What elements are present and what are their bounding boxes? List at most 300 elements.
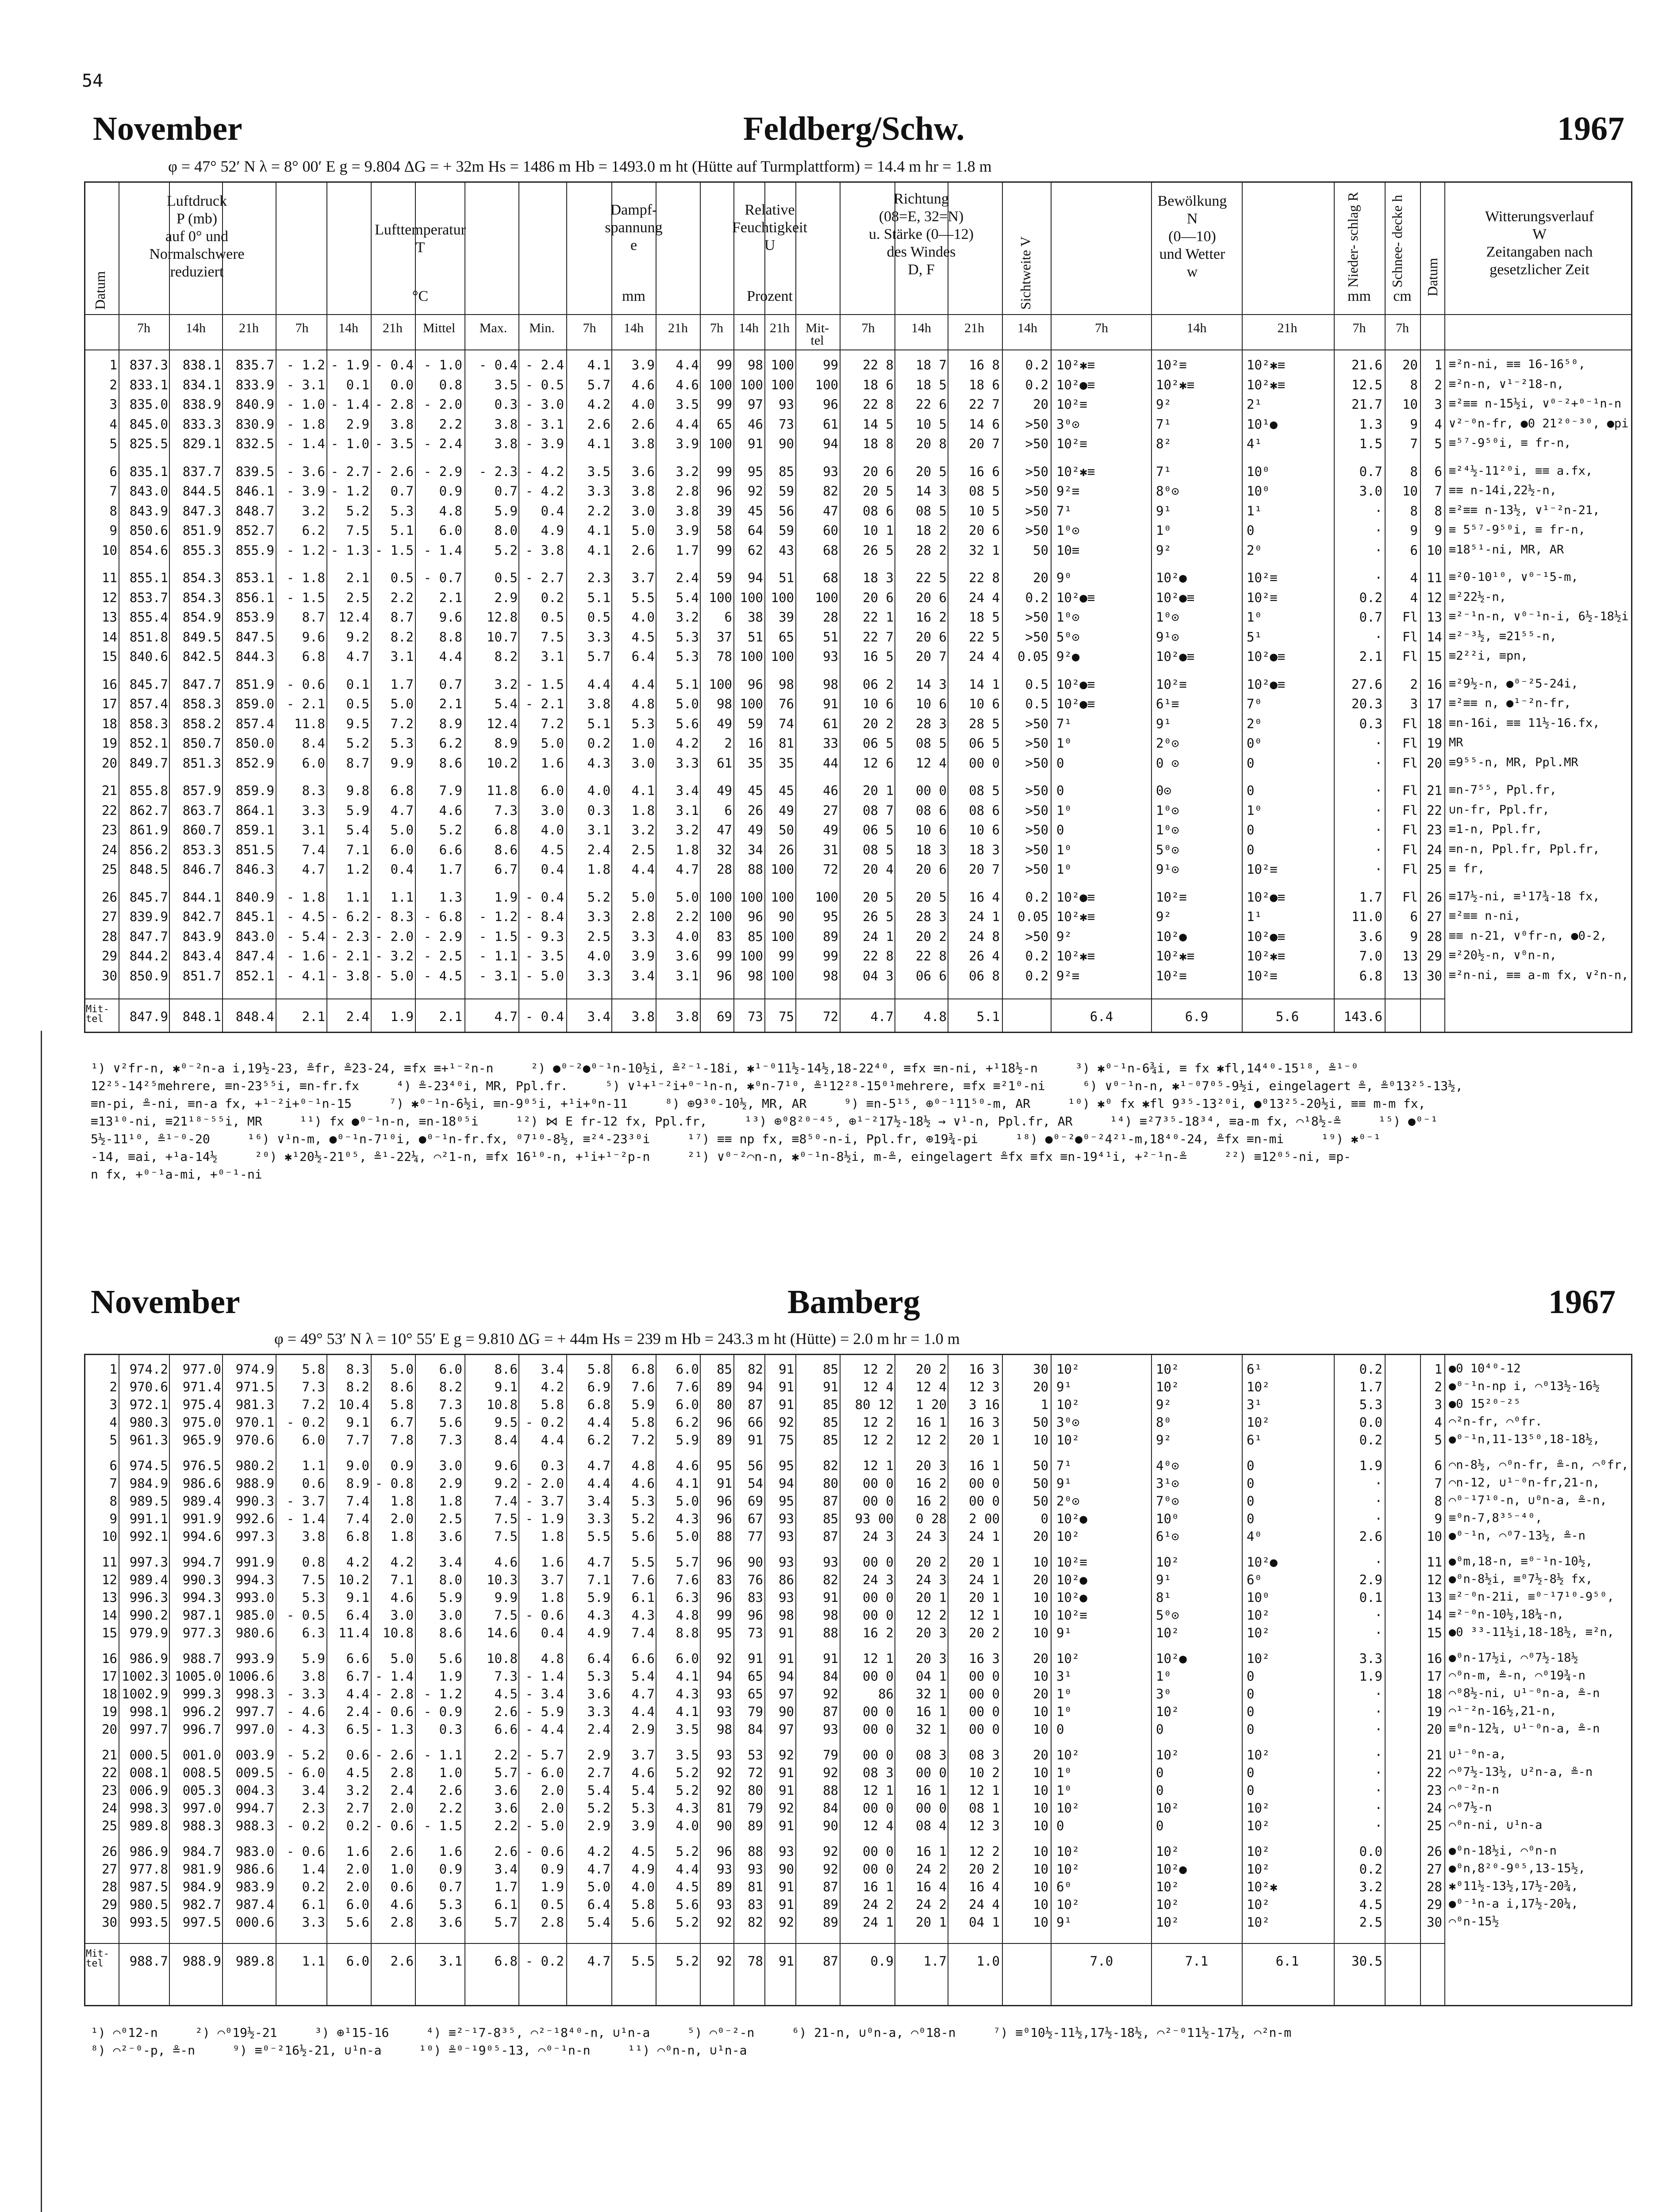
- table-cell: 10²●≡: [1056, 377, 1095, 392]
- table-cell: 90: [717, 1818, 732, 1833]
- mittel-cell: 988.9: [182, 1954, 221, 1969]
- table-cell: - 8.3: [375, 909, 414, 924]
- table-cell: 18 5: [916, 377, 947, 392]
- table-cell: 9¹: [1056, 1476, 1072, 1491]
- table-cell: - 0.8: [375, 1476, 414, 1491]
- table-cell: 08 6: [863, 503, 894, 518]
- table-cell: - 0.9: [423, 1704, 462, 1719]
- table-cell: 6¹: [1247, 1432, 1262, 1448]
- table-cell: 91: [779, 1625, 794, 1640]
- table-cell: 97: [779, 1686, 794, 1701]
- mittel-cell: 3.8: [676, 1009, 699, 1024]
- header-dampf: Dampf- spannung e: [605, 202, 663, 253]
- table-cell: 12: [102, 590, 117, 605]
- table-cell: 18: [102, 1686, 117, 1701]
- table-cell: 851.8: [129, 629, 168, 645]
- table-cell: 0.2: [1025, 377, 1048, 392]
- table-cell: - 2.0: [423, 397, 462, 412]
- table-cell: 5.1: [587, 590, 610, 605]
- table-cell: 857.4: [129, 696, 168, 711]
- mittel-cell: 2.4: [346, 1009, 369, 1024]
- table-cell: 10²: [1056, 1362, 1080, 1377]
- table-cell: 4.3: [676, 1511, 699, 1526]
- table-cell: 8.2: [346, 1379, 369, 1394]
- table-cell: 0.3: [1359, 716, 1382, 731]
- table-cell-weather: ⌒²n-fr, ⌒⁰fr.: [1449, 1415, 1543, 1429]
- table-cell: 5.3: [587, 1669, 610, 1684]
- table-cell: 10 6: [916, 822, 947, 837]
- table-cell: 852.1: [129, 736, 168, 751]
- table-cell: 10²: [1247, 1915, 1270, 1930]
- table-cell: 10²●≡: [1247, 929, 1286, 944]
- table-cell: 0.2: [1359, 1432, 1382, 1448]
- table-cell: 1⁰: [1056, 1686, 1072, 1701]
- table-cell: 17: [102, 696, 117, 711]
- table-cell: 10²: [1247, 1897, 1270, 1912]
- table-cell: 2.8: [390, 1915, 414, 1930]
- table-cell: 10.8: [487, 1397, 518, 1412]
- table-cell: - 4.5: [423, 968, 462, 983]
- table-cell: 840.9: [235, 397, 274, 412]
- table-cell: 5.2: [587, 1801, 610, 1816]
- subheader-rule: [84, 314, 1632, 315]
- table-cell: 00 0: [969, 1704, 1000, 1719]
- table-cell: 984.9: [129, 1476, 168, 1491]
- table-cell: 8.7: [346, 755, 369, 771]
- table-cell: 12 4: [916, 755, 947, 771]
- table-cell: 12: [102, 1572, 117, 1587]
- table-cell: 0.5: [390, 570, 414, 585]
- table-cell: 32: [717, 842, 732, 857]
- table-cell: 22 1: [863, 610, 894, 625]
- table-cell: 6.0: [439, 523, 462, 538]
- table-cell: 8.3: [346, 1362, 369, 1377]
- table-cell: 1.7: [676, 542, 699, 558]
- table-cell: 6.9: [587, 1379, 610, 1394]
- table-cell: 29: [102, 1897, 117, 1912]
- table-cell: 989.5: [129, 1494, 168, 1509]
- table-cell: 3.7: [631, 1747, 655, 1763]
- table-cell: 6.0: [676, 1397, 699, 1412]
- subheader-cell: 21h: [668, 321, 688, 335]
- table-row: [84, 1651, 1632, 1668]
- table-cell: 12 2: [863, 1415, 894, 1430]
- table-cell: 3.0: [1359, 484, 1382, 499]
- table-cell: 99: [717, 1608, 732, 1623]
- table-cell: 5.8: [390, 1397, 414, 1412]
- table-cell: 2.9: [494, 590, 518, 605]
- table-cell: ·: [1374, 1722, 1382, 1737]
- table-cell: 1⁰⊙: [1056, 610, 1080, 625]
- table-cell: 84: [823, 1801, 838, 1816]
- table-cell: 2.0: [541, 1783, 564, 1798]
- table-cell: - 2.9: [423, 929, 462, 944]
- table-cell: 20: [1033, 1686, 1048, 1701]
- table-cell: 8: [109, 1494, 117, 1509]
- table-cell-weather: MR: [1449, 736, 1463, 749]
- table-cell: 12 3: [969, 1818, 1000, 1833]
- table-cell: 3.1: [676, 968, 699, 983]
- table-cell: Fl: [1402, 889, 1418, 905]
- table-cell-datum2: 8: [1434, 503, 1442, 518]
- table-cell: 10²≡: [1156, 676, 1187, 692]
- table-cell-datum2: 1: [1434, 357, 1442, 373]
- table-cell: 3.8: [631, 484, 655, 499]
- table-cell: 7.3: [302, 1379, 325, 1394]
- table-cell: 12 3: [969, 1379, 1000, 1394]
- table-cell: 20: [1033, 1747, 1048, 1763]
- table-cell: 2.5: [631, 842, 655, 857]
- table-cell: 10.8: [487, 1651, 518, 1666]
- table-cell: 68: [823, 570, 838, 585]
- table-cell: 5.6: [631, 1915, 655, 1930]
- table-cell: 10²: [1056, 1432, 1080, 1448]
- table-cell: 11: [102, 1555, 117, 1570]
- table-cell: 0: [1156, 1783, 1164, 1798]
- subheader-cell: 21h: [964, 321, 984, 335]
- table-cell: 26: [102, 889, 117, 905]
- table-cell: 4¹: [1247, 436, 1262, 451]
- table-cell: 977.3: [182, 1625, 221, 1640]
- table-row: [84, 1625, 1632, 1642]
- table-cell: ·: [1374, 1747, 1382, 1763]
- table-cell: 32 1: [916, 1686, 947, 1701]
- table-cell: 0.6: [346, 1747, 369, 1763]
- table-cell: 98: [823, 968, 838, 983]
- table-cell: 4.3: [676, 1686, 699, 1701]
- table-cell: 10²✱≡: [1247, 949, 1286, 964]
- table-cell: >50: [1025, 755, 1048, 771]
- table-row: [84, 909, 1632, 926]
- mittel-cell: 6.9: [1185, 1009, 1209, 1024]
- header-feuchte: Relative Feuchtigkeit U: [732, 202, 807, 253]
- table-cell: 37: [717, 629, 732, 645]
- table-cell: 68: [823, 542, 838, 558]
- table-cell: 10²: [1156, 1362, 1179, 1377]
- table-cell: 1⁰: [1247, 610, 1262, 625]
- top-data-table: [84, 181, 1632, 1033]
- table-cell-weather: ≡²20½-n, ∨⁰n-n,: [1449, 949, 1557, 962]
- table-row: [84, 1747, 1632, 1764]
- table-cell: 91: [823, 696, 838, 711]
- table-cell: 1.1: [390, 889, 414, 905]
- table-cell: 4: [1410, 590, 1418, 605]
- table-cell: 100: [740, 649, 763, 664]
- table-cell-weather: ≡2²²i, ≡pn,: [1449, 649, 1528, 663]
- table-cell: 6.0: [541, 783, 564, 798]
- table-cell: - 6.0: [286, 1765, 325, 1780]
- table-cell: 46: [823, 783, 838, 798]
- table-cell-datum2: 11: [1427, 1555, 1442, 1570]
- subheader-cell: 14h: [338, 321, 358, 335]
- table-cell: 5.0: [587, 1879, 610, 1894]
- table-cell: 0: [1247, 755, 1255, 771]
- table-cell-weather: ≡⁰n-7,8³⁵⁻⁴⁰,: [1449, 1511, 1543, 1525]
- table-cell: 860.7: [182, 822, 221, 837]
- table-cell: 100: [740, 590, 763, 605]
- table-cell: 7.5: [541, 629, 564, 645]
- table-cell: 90: [779, 436, 794, 451]
- table-cell: 12 2: [863, 1362, 894, 1377]
- table-cell: - 3.9: [286, 484, 325, 499]
- subheader-cell: 21h: [383, 321, 403, 335]
- table-cell-datum2: 9: [1434, 1511, 1442, 1526]
- table-cell: 9.1: [346, 1415, 369, 1430]
- table-cell: 986.6: [235, 1862, 274, 1877]
- table-cell: 3⁰⊙: [1056, 416, 1080, 432]
- table-cell: 16 2: [863, 1625, 894, 1640]
- table-cell: - 4.5: [286, 909, 325, 924]
- table-cell: 00 0: [863, 1669, 894, 1684]
- table-cell: 10²: [1156, 1379, 1179, 1394]
- table-cell: 5.4: [631, 1669, 655, 1684]
- mittel-cell: 2.1: [439, 1009, 462, 1024]
- table-cell: 7: [1410, 436, 1418, 451]
- table-cell: 59: [717, 570, 732, 585]
- mittel-cell: 75: [779, 1009, 794, 1024]
- table-cell: 10²≡: [1247, 968, 1278, 983]
- table-cell: 0: [1156, 1722, 1164, 1737]
- table-cell-datum2: 18: [1427, 1686, 1442, 1701]
- table-cell: 4.3: [587, 755, 610, 771]
- table-cell: 9.6: [302, 629, 325, 645]
- table-cell: 27: [823, 803, 838, 818]
- table-cell: 13: [1402, 949, 1418, 964]
- table-cell: - 1.2: [479, 909, 518, 924]
- table-cell: 12 2: [916, 1608, 947, 1623]
- table-cell: 20: [1033, 570, 1048, 585]
- table-cell: 8.9: [439, 716, 462, 731]
- table-cell: 3.1: [390, 649, 414, 664]
- table-cell: 837.7: [182, 464, 221, 479]
- table-cell: 6.3: [676, 1590, 699, 1605]
- table-cell: 3: [109, 1397, 117, 1412]
- table-cell: 8.0: [494, 523, 518, 538]
- table-cell: 975.4: [182, 1397, 221, 1412]
- table-cell: 5.3: [439, 1897, 462, 1912]
- table-cell: - 4.2: [525, 464, 564, 479]
- table-cell: 9¹⊙: [1156, 629, 1179, 645]
- table-cell: 18: [102, 716, 117, 731]
- table-cell: 3.1: [541, 649, 564, 664]
- table-cell: 12 4: [916, 1379, 947, 1394]
- table-cell-weather: ●⁰⁻¹n, ⌒⁰7-13½, ≗-n: [1449, 1529, 1585, 1543]
- table-cell: 50: [1033, 1458, 1048, 1473]
- table-cell: >50: [1025, 803, 1048, 818]
- table-cell: 6.8: [494, 822, 518, 837]
- table-cell: 4.4: [587, 676, 610, 692]
- table-cell: - 5.0: [525, 1818, 564, 1833]
- table-cell: 971.5: [235, 1379, 274, 1394]
- table-cell: 854.6: [129, 542, 168, 558]
- table-cell: 2.4: [587, 1722, 610, 1737]
- table-cell: >50: [1025, 503, 1048, 518]
- table-cell: 4.7: [587, 1555, 610, 1570]
- table-cell: 80: [717, 1397, 732, 1412]
- table-cell: 76: [779, 696, 794, 711]
- table-cell: 93: [717, 1862, 732, 1877]
- table-cell: 10²: [1247, 1379, 1270, 1394]
- table-row: [84, 1415, 1632, 1432]
- table-cell: 9²≡: [1056, 484, 1080, 499]
- table-cell: ·: [1374, 736, 1382, 751]
- table-cell-weather: ≡²9½-n, ●⁰⁻²5-24i,: [1449, 676, 1578, 691]
- table-cell: 005.3: [182, 1783, 221, 1798]
- table-cell: 5.0: [390, 1651, 414, 1666]
- table-cell: 11.0: [1351, 909, 1382, 924]
- table-cell: 842.5: [182, 649, 221, 664]
- table-cell: 24 1: [969, 909, 1000, 924]
- table-cell: 3.8: [302, 1669, 325, 1684]
- table-cell: 10²●: [1056, 1590, 1087, 1605]
- table-cell: 852.7: [235, 523, 274, 538]
- table-cell: 15: [102, 649, 117, 664]
- table-cell: 979.9: [129, 1625, 168, 1640]
- table-cell: 1: [109, 1362, 117, 1377]
- table-cell: - 0.2: [525, 1415, 564, 1430]
- table-cell: 3.5: [494, 377, 518, 392]
- table-cell-weather: ≡n-7⁵⁵, Ppl.fr,: [1449, 783, 1557, 797]
- header-wind: Richtung (08=E, 32=N) u. Stärke (0—12) des Windes D, F: [868, 191, 974, 278]
- table-cell: 852.1: [235, 968, 274, 983]
- table-cell-weather: ⌒⁰⁻¹7¹⁰-n, ∪⁰n-a, ≗-n,: [1449, 1494, 1607, 1507]
- table-cell: 4.5: [631, 629, 655, 645]
- table-cell: - 0.4: [525, 889, 564, 905]
- table-cell: 89: [717, 1879, 732, 1894]
- table-cell: 16 2: [916, 1494, 947, 1509]
- table-cell: - 1.8: [286, 889, 325, 905]
- table-cell: - 3.7: [286, 1494, 325, 1509]
- table-cell: 06 2: [863, 676, 894, 692]
- mittel-cell: 4.7: [587, 1954, 610, 1969]
- table-cell-datum2: 18: [1427, 716, 1442, 731]
- table-cell: 3.8: [587, 696, 610, 711]
- table-cell: 8.6: [494, 842, 518, 857]
- table-cell: 3.5: [676, 397, 699, 412]
- table-cell: 86: [878, 1686, 894, 1701]
- table-cell-weather: ●0 10⁴⁰-12: [1449, 1362, 1521, 1375]
- table-cell: 1.9: [494, 889, 518, 905]
- table-cell-weather: ≡²⁻³½, ≡21⁵⁵-n,: [1449, 629, 1557, 643]
- table-cell: 45: [779, 783, 794, 798]
- table-cell: 2.1: [346, 570, 369, 585]
- table-row: [84, 1686, 1632, 1703]
- table-cell: 5.6: [676, 1897, 699, 1912]
- table-cell-weather: ≡9⁵⁵-n, MR, Ppl.MR: [1449, 755, 1578, 769]
- table-cell: >50: [1025, 822, 1048, 837]
- table-cell: 10²: [1056, 1844, 1080, 1859]
- table-cell: 851.5: [235, 842, 274, 857]
- table-cell: 20 4: [863, 862, 894, 877]
- table-cell: 5.2: [676, 1765, 699, 1780]
- table-cell-weather: ∪n-fr, Ppl.fr,: [1449, 803, 1550, 817]
- table-cell: 5.0: [390, 696, 414, 711]
- header-niederschlag: Nieder- schlag R: [1345, 192, 1361, 288]
- table-cell: 6: [109, 1458, 117, 1473]
- table-cell: 85: [748, 929, 763, 944]
- table-cell: 28 3: [916, 716, 947, 731]
- table-cell: 16: [748, 736, 763, 751]
- table-cell: 92: [779, 1915, 794, 1930]
- table-cell: 08 5: [916, 503, 947, 518]
- table-cell: 982.7: [182, 1897, 221, 1912]
- table-cell: 20 6: [916, 590, 947, 605]
- table-cell: 24: [102, 1801, 117, 1816]
- table-cell: 10: [1033, 1862, 1048, 1877]
- table-cell: 10: [1033, 1608, 1048, 1623]
- table-cell: 10²●: [1056, 1511, 1087, 1526]
- table-cell-weather: ⌒⁰7½-n: [1449, 1801, 1492, 1814]
- header-luftdruck: Luftdruck P (mb) auf 0° und Normalschwere reduziert: [149, 193, 245, 280]
- table-row: [84, 570, 1632, 587]
- table-cell: - 3.5: [375, 436, 414, 451]
- table-cell: 4: [109, 1415, 117, 1430]
- table-cell: 992.6: [235, 1511, 274, 1526]
- table-cell: 0: [1247, 1476, 1255, 1491]
- table-cell: 5.1: [587, 716, 610, 731]
- table-cell: 100: [771, 929, 794, 944]
- table-cell: 849.5: [182, 629, 221, 645]
- table-cell: 9²: [1156, 397, 1171, 412]
- table-row: [84, 1362, 1632, 1379]
- table-cell: 5.7: [494, 1915, 518, 1930]
- table-cell: 991.9: [235, 1555, 274, 1570]
- table-cell: 5.9: [346, 803, 369, 818]
- table-cell: 3.6: [494, 1801, 518, 1816]
- table-cell: 100: [709, 889, 732, 905]
- table-cell: 20 6: [969, 523, 1000, 538]
- table-cell: 9²: [1156, 542, 1171, 558]
- table-cell: 14.6: [487, 1625, 518, 1640]
- table-row: [84, 1572, 1632, 1589]
- table-cell: 27: [102, 1862, 117, 1877]
- table-cell: 4⁰: [1247, 1529, 1262, 1544]
- table-cell-datum2: 27: [1427, 909, 1442, 924]
- table-cell: 91: [779, 1818, 794, 1833]
- mittel-cell: 3.8: [631, 1009, 655, 1024]
- table-cell: 10²●: [1247, 1555, 1278, 1570]
- table-cell: 988.9: [235, 1476, 274, 1491]
- table-cell: 24: [102, 842, 117, 857]
- table-cell: 59: [748, 716, 763, 731]
- table-cell: 3.0: [439, 1458, 462, 1473]
- table-cell: - 1.2: [286, 357, 325, 373]
- table-cell: ·: [1374, 523, 1382, 538]
- table-cell: 4.6: [676, 377, 699, 392]
- table-cell: - 4.3: [286, 1722, 325, 1737]
- table-cell: 975.0: [182, 1415, 221, 1430]
- table-cell: 3.0: [541, 803, 564, 818]
- table-cell: 3.6: [631, 464, 655, 479]
- table-cell: 9²≡: [1056, 968, 1080, 983]
- table-cell: 89: [748, 1818, 763, 1833]
- table-cell: 994.6: [182, 1529, 221, 1544]
- table-cell: 1.6: [541, 1555, 564, 1570]
- table-cell: 100: [815, 377, 838, 392]
- bottom-year-title: 1967: [1548, 1283, 1616, 1321]
- table-cell: 846.7: [182, 862, 221, 877]
- table-cell: 00 0: [863, 1590, 894, 1605]
- table-cell: 3.3: [631, 929, 655, 944]
- mittel-cell: 0.9: [870, 1954, 894, 1969]
- table-cell: 7.1: [587, 1572, 610, 1587]
- table-cell: 10¹●: [1247, 416, 1278, 432]
- table-cell: 20 7: [969, 436, 1000, 451]
- table-cell: 08 6: [916, 803, 947, 818]
- table-row: [84, 716, 1632, 733]
- table-cell: 08 5: [969, 783, 1000, 798]
- table-cell: 100: [709, 377, 732, 392]
